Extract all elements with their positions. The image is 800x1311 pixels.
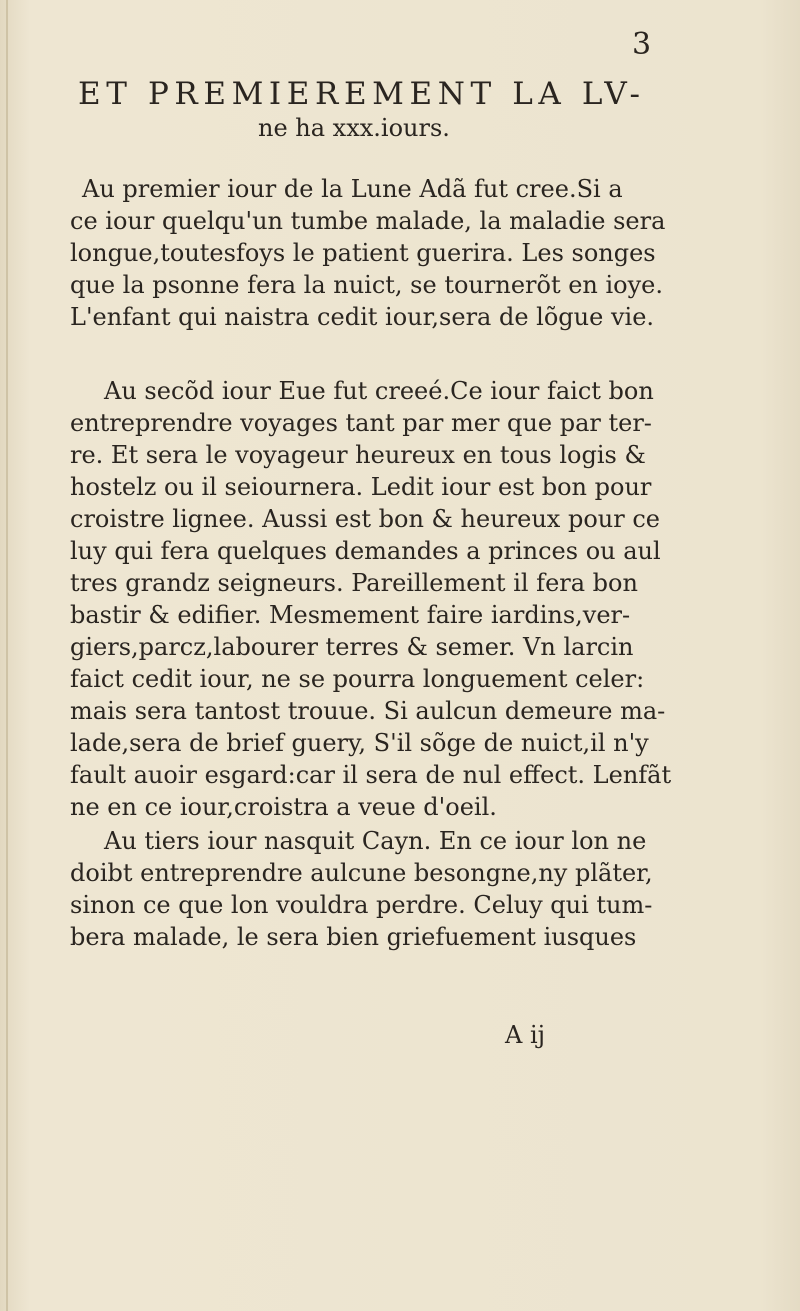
text-line: tres grandz seigneurs. Pareillement il fera bon bbox=[70, 569, 638, 597]
text-line: longue,toutesfoys le patient guerira. Les songes bbox=[70, 239, 656, 267]
text-line: croistre lignee. Aussi est bon & heureux pour ce bbox=[70, 505, 660, 533]
text-line: L'enfant qui naistra cedit iour,sera de lõgue vie. bbox=[70, 303, 655, 331]
signature-mark: A ij bbox=[505, 1021, 546, 1049]
chapter-heading: ET PREMIEREMENT LA LV- bbox=[78, 76, 646, 112]
text-line: entreprendre voyages tant par mer que par ter- bbox=[70, 409, 652, 437]
text-line: ce iour quelqu'un tumbe malade, la maladie sera bbox=[70, 207, 666, 235]
text-line: luy qui fera quelques demandes a princes ou aul bbox=[70, 537, 661, 565]
text-line: bastir & edifier. Mesmement faire iardins,ver- bbox=[70, 601, 631, 629]
text-line: faict cedit iour, ne se pourra longuement celer: bbox=[70, 665, 645, 693]
text-line: Au secõd iour Eue fut creeé.Ce iour faict bon bbox=[104, 377, 654, 405]
page-binding-edge bbox=[6, 0, 8, 1311]
text-line: fault auoir esgard:car il sera de nul effect. Lenfãt bbox=[70, 761, 672, 789]
text-line: bera malade, le sera bien griefuement iusques bbox=[70, 923, 637, 951]
text-line: mais sera tantost trouue. Si aulcun demeure ma- bbox=[70, 697, 666, 725]
text-line: sinon ce que lon vouldra perdre. Celuy qui tum- bbox=[70, 891, 653, 919]
text-line: lade,sera de brief guery, S'il sõge de nuict,il n'y bbox=[70, 729, 649, 757]
text-line: que la psonne fera la nuict, se tournerõt en ioye. bbox=[70, 271, 664, 299]
text-line: Au tiers iour nasquit Cayn. En ce iour lon ne bbox=[104, 827, 647, 855]
text-line: giers,parcz,labourer terres & semer. Vn larcin bbox=[70, 633, 634, 661]
text-line: doibt entreprendre aulcune besongne,ny plãter, bbox=[70, 859, 653, 887]
text-line: re. Et sera le voyageur heureux en tous logis & bbox=[70, 441, 646, 469]
chapter-heading-continuation: ne ha xxx.iours. bbox=[258, 114, 450, 142]
text-line: Au premier iour de la Lune Adã fut cree.Si a bbox=[82, 175, 623, 203]
text-line: hostelz ou il seiournera. Ledit iour est bon pour bbox=[70, 473, 652, 501]
text-line: ne en ce iour,croistra a veue d'oeil. bbox=[70, 793, 497, 821]
page-number: 3 bbox=[632, 27, 652, 62]
